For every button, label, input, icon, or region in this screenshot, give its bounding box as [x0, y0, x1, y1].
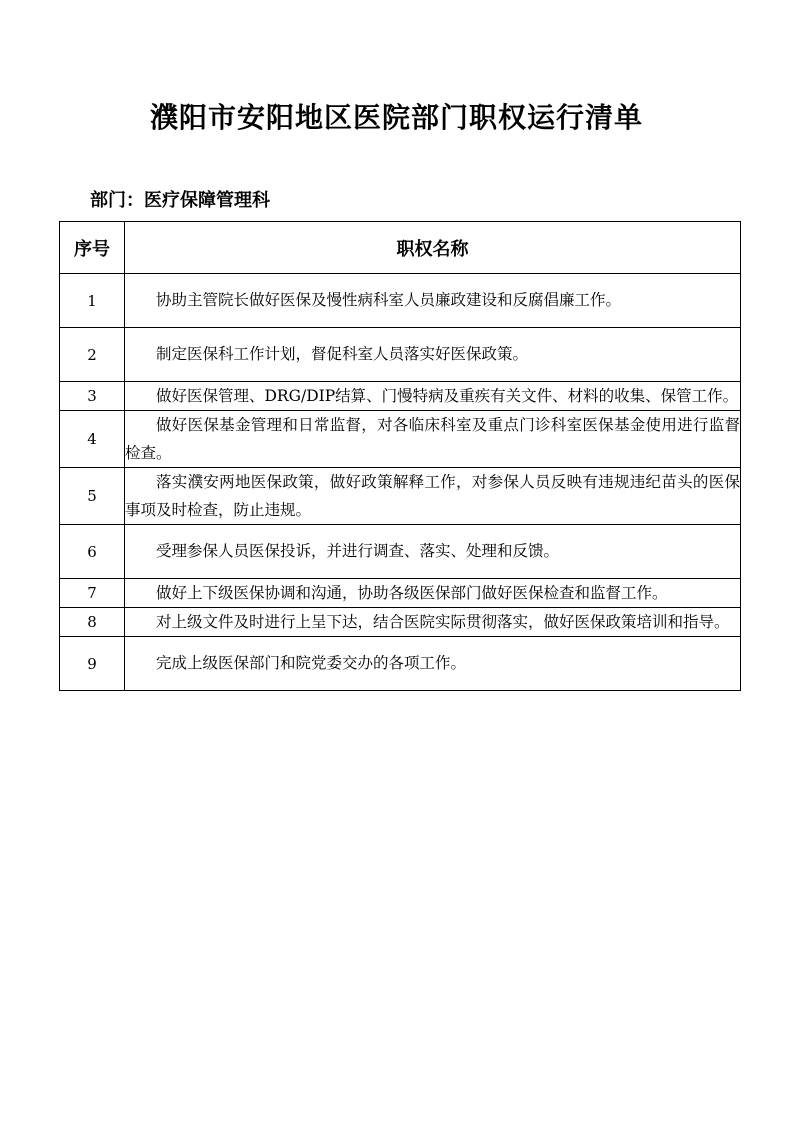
table-header-row: [60, 222, 741, 274]
row-text: 落实濮安两地医保政策，做好政策解释工作，对参保人员反映有违规违纪苗头的医保事项及时检查，防止违规。: [125, 468, 741, 525]
row-text: 受理参保人员医保投诉，并进行调查、落实、处理和反馈。: [125, 525, 741, 579]
page-title: 濮阳市安阳地区医院部门职权运行清单: [149, 101, 643, 134]
department-label: 部门：医疗保障管理科: [90, 190, 270, 211]
row-text: 做好上下级医保协调和沟通，协助各级医保部门做好医保检查和监督工作。: [125, 579, 741, 608]
table-row: [60, 468, 741, 525]
table-row: [60, 328, 741, 382]
header-name: 职权名称: [125, 222, 741, 274]
table-row: [60, 274, 741, 328]
table-row: [60, 382, 741, 411]
table-row: [60, 608, 741, 637]
row-text: 做好医保管理、DRG/DIP结算、门慢特病及重疾有关文件、材料的收集、保管工作。: [125, 382, 741, 411]
row-text: 做好医保基金管理和日常监督，对各临床科室及重点门诊科室医保基金使用进行监督检查。: [125, 411, 741, 468]
row-text: 完成上级医保部门和院党委交办的各项工作。: [125, 637, 741, 691]
table-row: [60, 637, 741, 691]
row-number: 2: [60, 328, 125, 382]
table-row: [60, 579, 741, 608]
row-number: 5: [60, 468, 125, 525]
table-row: [60, 411, 741, 468]
row-number: 7: [60, 579, 125, 608]
header-number: 序号: [60, 222, 125, 274]
row-text: 制定医保科工作计划，督促科室人员落实好医保政策。: [125, 328, 741, 382]
row-text: 对上级文件及时进行上呈下达，结合医院实际贯彻落实，做好医保政策培训和指导。: [125, 608, 741, 637]
row-number: 8: [60, 608, 125, 637]
row-number: 4: [60, 411, 125, 468]
row-number: 1: [60, 274, 125, 328]
row-number: 3: [60, 382, 125, 411]
row-number: 6: [60, 525, 125, 579]
row-text: 协助主管院长做好医保及慢性病科室人员廉政建设和反腐倡廉工作。: [125, 274, 741, 328]
row-number: 9: [60, 637, 125, 691]
table-row: [60, 525, 741, 579]
duty-table: [59, 221, 741, 691]
